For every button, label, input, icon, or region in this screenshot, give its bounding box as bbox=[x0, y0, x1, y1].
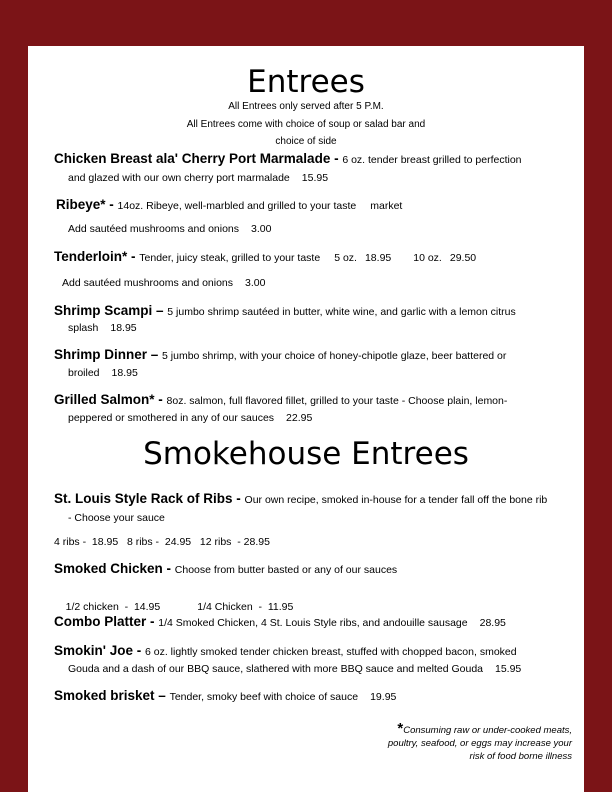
item-name: Smokin' Joe - bbox=[54, 643, 145, 658]
menu-item-chicken-breast bbox=[54, 151, 522, 168]
menu-item-shrimp-dinner-cont bbox=[68, 367, 138, 380]
menu-page bbox=[28, 46, 584, 792]
disclaimer-line-2: poultry, seafood, or eggs may increase your bbox=[387, 738, 572, 749]
food-safety-disclaimer bbox=[342, 722, 572, 763]
option-size-1: 5 oz. bbox=[334, 252, 357, 264]
menu-item-combo-platter bbox=[54, 614, 506, 631]
item-name: Combo Platter - bbox=[54, 614, 159, 629]
item-description: 1/4 Smoked Chicken, 4 St. Louis Style ribs, and andouille sausage bbox=[158, 617, 468, 629]
disclaimer-asterisk: * bbox=[397, 720, 404, 737]
item-name: Tenderloin* - bbox=[54, 249, 140, 264]
item-price: 18.95 bbox=[110, 322, 137, 334]
entrees-note-2: All Entrees come with choice of soup or salad bar and bbox=[186, 119, 426, 130]
menu-item-smoked-brisket bbox=[54, 688, 396, 705]
menu-item-shrimp-scampi-cont bbox=[68, 322, 137, 335]
option-size-2: 10 oz. bbox=[413, 252, 442, 264]
item-name: Ribeye* - bbox=[56, 197, 118, 212]
item-description: 8oz. salmon, full flavored fillet, grilled to your taste - Choose plain, lemon- bbox=[166, 395, 508, 407]
menu-item-rack-of-ribs-cont bbox=[68, 512, 165, 525]
menu-item-smoked-chicken bbox=[54, 561, 397, 578]
menu-item-shrimp-scampi bbox=[54, 303, 516, 320]
disclaimer-line-1 bbox=[342, 722, 572, 737]
item-description-cont: broiled bbox=[68, 367, 100, 379]
entrees-title: Entrees bbox=[247, 64, 365, 100]
menu-item-smokin-joe-cont bbox=[68, 663, 521, 676]
item-name: Chicken Breast ala' Cherry Port Marmalade - bbox=[54, 151, 343, 166]
ribs-options: 4 ribs - 18.95 8 ribs - 24.95 12 ribs - 28.95 bbox=[54, 536, 270, 548]
entrees-note-1: All Entrees only served after 5 P.M. bbox=[228, 101, 384, 112]
option-price-2: 29.50 bbox=[449, 252, 477, 264]
item-description: Tender, smoky beef with choice of sauce bbox=[169, 691, 359, 703]
item-price: 19.95 bbox=[370, 691, 397, 703]
addon-text: Add sautéed mushrooms and onions bbox=[68, 223, 240, 235]
item-price: 18.95 bbox=[111, 367, 138, 379]
tenderloin-addon bbox=[62, 277, 265, 290]
menu-item-grilled-salmon bbox=[54, 392, 507, 409]
item-description: 6 oz. lightly smoked tender chicken breast, stuffed with chopped bacon, smoked bbox=[144, 646, 517, 658]
item-name: Shrimp Scampi – bbox=[54, 303, 168, 318]
item-name: Grilled Salmon* - bbox=[54, 392, 167, 407]
item-description: Our own recipe, smoked in-house for a tender fall off the bone rib bbox=[244, 494, 548, 506]
disclaimer-line-3: risk of food borne illness bbox=[469, 751, 572, 762]
menu-item-smokin-joe bbox=[54, 643, 517, 660]
item-description-cont: and glazed with our own cherry port marmalade bbox=[68, 172, 290, 184]
item-description: 14oz. Ribeye, well-marbled and grilled to your taste bbox=[117, 200, 357, 212]
smokehouse-title: Smokehouse Entrees bbox=[143, 436, 469, 472]
disclaimer-text-1: Consuming raw or under-cooked meats, bbox=[403, 725, 572, 736]
item-name: Shrimp Dinner – bbox=[54, 347, 163, 362]
item-price: 15.95 bbox=[495, 663, 522, 675]
item-description-cont: peppered or smothered in any of our sauces bbox=[68, 412, 275, 424]
item-description-cont: splash bbox=[68, 322, 99, 334]
item-name: Smoked Chicken - bbox=[54, 561, 175, 576]
item-name: Smoked brisket – bbox=[54, 688, 170, 703]
item-description-cont: Gouda and a dash of our BBQ sauce, slathered with more BBQ sauce and melted Gouda bbox=[68, 663, 483, 675]
item-price: 15.95 bbox=[301, 172, 329, 184]
item-description: 6 oz. tender breast grilled to perfection bbox=[342, 154, 522, 166]
entrees-note-3: choice of side bbox=[275, 136, 337, 147]
option-price-1: 18.95 bbox=[364, 252, 392, 264]
item-description-cont: - Choose your sauce bbox=[68, 512, 165, 524]
option-quarter-chicken: 1/4 Chicken - 11.95 bbox=[197, 601, 294, 613]
option-half-chicken: 1/2 chicken - 14.95 bbox=[65, 601, 161, 613]
item-price: 28.95 bbox=[479, 617, 506, 629]
item-price: market bbox=[370, 200, 403, 212]
item-description: Tender, juicy steak, grilled to your taste bbox=[139, 252, 321, 264]
addon-price: 3.00 bbox=[251, 223, 272, 235]
item-name: St. Louis Style Rack of Ribs - bbox=[54, 491, 245, 506]
item-description: 5 jumbo shrimp, with your choice of honey-chipotle glaze, beer battered or bbox=[162, 350, 507, 362]
item-description: 5 jumbo shrimp sautéed in butter, white wine, and garlic with a lemon citrus bbox=[167, 306, 516, 318]
menu-item-shrimp-dinner bbox=[54, 347, 506, 364]
menu-item-chicken-breast-cont bbox=[68, 172, 328, 185]
menu-item-grilled-salmon-cont bbox=[68, 412, 312, 425]
menu-item-rack-of-ribs bbox=[54, 491, 547, 508]
menu-item-ribeye bbox=[56, 197, 402, 214]
addon-text: Add sautéed mushrooms and onions bbox=[62, 277, 234, 289]
ribeye-addon bbox=[68, 223, 271, 236]
menu-item-tenderloin bbox=[54, 249, 476, 266]
addon-price: 3.00 bbox=[245, 277, 266, 289]
item-price: 22.95 bbox=[286, 412, 313, 424]
item-description: Choose from butter basted or any of our sauces bbox=[174, 564, 398, 576]
